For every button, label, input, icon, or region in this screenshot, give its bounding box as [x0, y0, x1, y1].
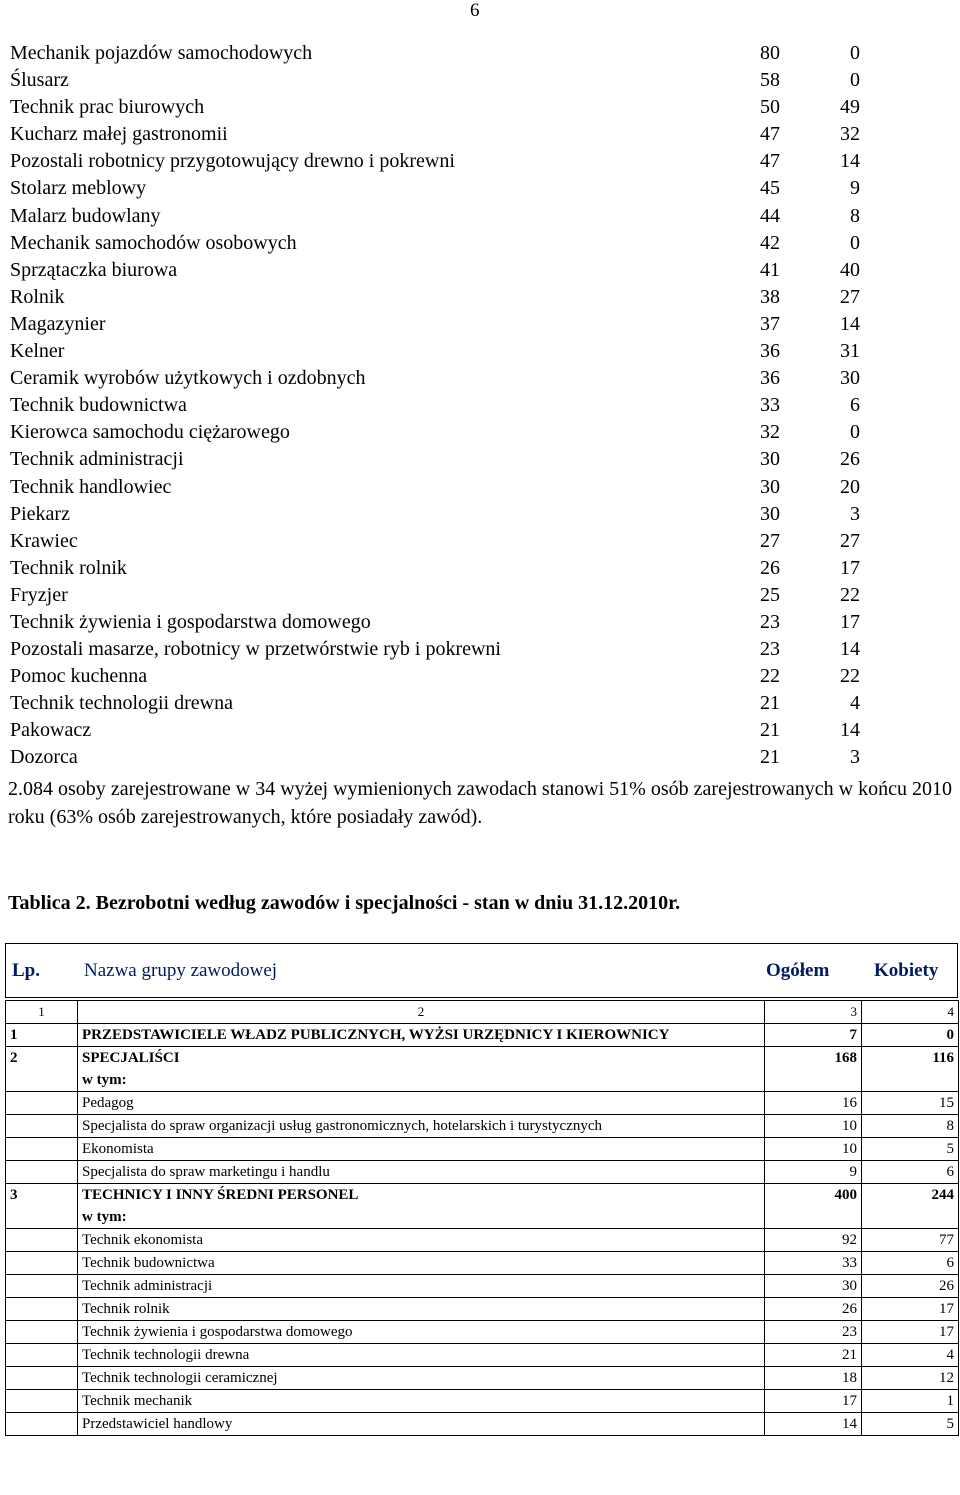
table-row	[6, 1321, 959, 1344]
row-lp: 3	[6, 1184, 78, 1229]
table-title: Tablica 2. Bezrobotni według zawodów i specjalności - stan w dniu 31.12.2010r.	[8, 892, 681, 914]
table-row	[6, 1275, 959, 1298]
row-lp	[6, 1252, 78, 1275]
row-women: 8	[862, 1115, 959, 1138]
row-total: 23	[765, 1321, 862, 1344]
row-women: 26	[862, 1275, 959, 1298]
occupation-women: 14	[840, 312, 860, 335]
occupation-row	[10, 744, 860, 771]
row-total: 30	[765, 1275, 862, 1298]
occupation-total: 32	[760, 421, 780, 444]
row-women: 6	[862, 1161, 959, 1184]
occupation-name: Mechanik samochodów osobowych	[10, 231, 297, 254]
occupation-total: 25	[760, 583, 780, 606]
occupation-total: 22	[760, 665, 780, 688]
occupation-total: 23	[760, 638, 780, 661]
row-women: 5	[862, 1138, 959, 1161]
row-women: 17	[862, 1298, 959, 1321]
occupation-name: Pomoc kuchenna	[10, 665, 148, 688]
occupation-total: 21	[760, 719, 780, 742]
occupation-row	[10, 446, 860, 473]
row-women: 6	[862, 1252, 959, 1275]
row-lp: 1	[6, 1024, 78, 1047]
row-total: 26	[765, 1298, 862, 1321]
header-total: Ogółem	[766, 960, 830, 981]
table-row	[6, 1367, 959, 1390]
row-total: 17	[765, 1390, 862, 1413]
occupation-women: 32	[840, 123, 860, 146]
occupation-name: Kucharz małej gastronomii	[10, 123, 228, 146]
table-row	[6, 1298, 959, 1321]
table-row	[6, 1138, 959, 1161]
occupation-row	[10, 94, 860, 121]
occupation-total: 36	[760, 367, 780, 390]
row-name	[78, 1115, 765, 1138]
row-name	[78, 1321, 765, 1344]
occupation-row	[10, 175, 860, 202]
occupation-total: 41	[760, 258, 780, 281]
row-name-text: Technik ekonomista	[82, 1232, 204, 1248]
occupation-women: 9	[850, 177, 860, 200]
occupation-total: 30	[760, 448, 780, 471]
occupation-women: 6	[850, 394, 860, 417]
occupation-row	[10, 338, 860, 365]
row-lp	[6, 1092, 78, 1115]
occupation-row	[10, 717, 860, 744]
occupation-women: 26	[840, 448, 860, 471]
occupation-row	[10, 311, 860, 338]
occupation-row	[10, 121, 860, 148]
row-name-text: PRZEDSTAWICIELE WŁADZ PUBLICZNYCH, WYŻSI URZĘDNICY I KIEROWNICY	[82, 1027, 670, 1043]
occupation-total: 47	[760, 150, 780, 173]
row-name-text: Technik technologii ceramicznej	[82, 1370, 278, 1386]
row-total: 16	[765, 1092, 862, 1115]
table-row	[6, 1413, 959, 1436]
occupation-women: 49	[840, 96, 860, 119]
occupation-row	[10, 663, 860, 690]
occupation-women: 14	[840, 638, 860, 661]
occupation-total: 80	[760, 42, 780, 64]
row-women: 0	[862, 1024, 959, 1047]
row-women: 12	[862, 1367, 959, 1390]
occupation-table	[5, 1000, 959, 1436]
row-lp	[6, 1367, 78, 1390]
row-name	[78, 1413, 765, 1436]
row-total: 14	[765, 1413, 862, 1436]
occupation-name: Stolarz meblowy	[10, 177, 147, 200]
column-number: 2	[78, 1001, 765, 1024]
occupation-name: Pakowacz	[10, 719, 92, 742]
table-row	[6, 1344, 959, 1367]
table-row	[6, 1115, 959, 1138]
occupation-women: 27	[840, 285, 860, 308]
occupation-name: Technik handlowiec	[10, 475, 172, 498]
occupation-total: 21	[760, 692, 780, 715]
table-row	[6, 1024, 959, 1047]
column-number: 1	[6, 1001, 78, 1024]
header-women: Kobiety	[874, 960, 939, 981]
occupation-row	[10, 636, 860, 663]
occupation-women: 27	[840, 529, 860, 552]
occupation-total: 30	[760, 502, 780, 525]
occupation-name: Fryzjer	[10, 583, 68, 606]
occupation-name: Pozostali robotnicy przygotowujący drewno i pokrewni	[10, 150, 455, 173]
occupation-name: Technik administracji	[10, 448, 184, 471]
occupation-name: Mechanik pojazdów samochodowych	[10, 42, 313, 64]
occupation-name: Dozorca	[10, 746, 78, 769]
row-name	[78, 1047, 765, 1092]
table-row	[6, 1184, 959, 1229]
table-row	[6, 1252, 959, 1275]
occupation-name: Rolnik	[10, 285, 65, 308]
row-name	[78, 1161, 765, 1184]
row-lp	[6, 1275, 78, 1298]
row-lp	[6, 1161, 78, 1184]
row-name-text: Technik rolnik	[82, 1301, 170, 1317]
row-women: 1	[862, 1390, 959, 1413]
row-name	[78, 1138, 765, 1161]
table-row	[6, 1092, 959, 1115]
occupation-name: Kelner	[10, 340, 65, 363]
row-name	[78, 1367, 765, 1390]
occupation-women: 14	[840, 719, 860, 742]
occupation-women: 20	[840, 475, 860, 498]
row-lp	[6, 1138, 78, 1161]
row-name-text: SPECJALIŚCI	[82, 1050, 180, 1066]
occupation-women: 0	[850, 42, 860, 64]
column-number: 4	[862, 1001, 959, 1024]
occupation-total: 27	[760, 529, 780, 552]
row-total: 18	[765, 1367, 862, 1390]
occupation-women: 0	[850, 69, 860, 92]
row-lp	[6, 1344, 78, 1367]
occupation-women: 17	[840, 556, 860, 579]
occupation-row	[10, 40, 860, 67]
column-number: 3	[765, 1001, 862, 1024]
row-lp: 2	[6, 1047, 78, 1092]
row-name	[78, 1092, 765, 1115]
occupation-women: 4	[850, 692, 860, 715]
occupation-total: 47	[760, 123, 780, 146]
occupation-list	[10, 40, 860, 772]
row-women: 244	[862, 1184, 959, 1229]
row-name-text: TECHNICY I INNY ŚREDNI PERSONEL	[82, 1187, 359, 1203]
row-total: 92	[765, 1229, 862, 1252]
row-name	[78, 1344, 765, 1367]
row-name-text: Pedagog	[82, 1095, 134, 1111]
occupation-name: Malarz budowlany	[10, 204, 161, 227]
column-number-row	[6, 1001, 959, 1024]
occupation-total: 26	[760, 556, 780, 579]
occupation-women: 22	[840, 583, 860, 606]
occupation-total: 42	[760, 231, 780, 254]
table-row	[6, 1229, 959, 1252]
occupation-name: Technik żywienia i gospodarstwa domowego	[10, 610, 371, 633]
summary-paragraph: 2.084 osoby zarejestrowane w 34 wyżej wymienionych zawodach stanowi 51% osób zarejestrowanych w końcu 2010 roku (63% osób zarejestrowanych, które posiadały zawód).	[8, 778, 952, 828]
row-name	[78, 1390, 765, 1413]
occupation-total: 45	[760, 177, 780, 200]
occupation-total: 21	[760, 746, 780, 769]
occupation-total: 58	[760, 69, 780, 92]
occupation-women: 30	[840, 367, 860, 390]
occupation-name: Ceramik wyrobów użytkowych i ozdobnych	[10, 367, 366, 390]
row-name	[78, 1252, 765, 1275]
row-name	[78, 1275, 765, 1298]
occupation-row	[10, 284, 860, 311]
row-total: 33	[765, 1252, 862, 1275]
occupation-name: Technik prac biurowych	[10, 96, 205, 119]
header-name: Nazwa grupy zawodowej	[84, 960, 278, 981]
occupation-women: 14	[840, 150, 860, 173]
occupation-row	[10, 609, 860, 636]
occupation-name: Magazynier	[10, 312, 106, 335]
occupation-row	[10, 365, 860, 392]
occupation-row	[10, 230, 860, 257]
row-total: 9	[765, 1161, 862, 1184]
row-name	[78, 1229, 765, 1252]
table-row	[6, 1390, 959, 1413]
row-lp	[6, 1229, 78, 1252]
row-total: 400	[765, 1184, 862, 1229]
table-row	[6, 1161, 959, 1184]
row-women: 15	[862, 1092, 959, 1115]
row-name	[78, 1298, 765, 1321]
occupation-total: 23	[760, 610, 780, 633]
row-total: 10	[765, 1138, 862, 1161]
row-lp	[6, 1298, 78, 1321]
occupation-women: 3	[850, 746, 860, 769]
occupation-row	[10, 582, 860, 609]
occupation-name: Piekarz	[10, 502, 70, 525]
row-total: 10	[765, 1115, 862, 1138]
occupation-name: Technik budownictwa	[10, 394, 187, 417]
occupation-total: 50	[760, 96, 780, 119]
occupation-row	[10, 419, 860, 446]
occupation-name: Pozostali masarze, robotnicy w przetwórstwie ryb i pokrewni	[10, 638, 501, 661]
row-lp	[6, 1413, 78, 1436]
occupation-row	[10, 392, 860, 419]
occupation-row	[10, 67, 860, 94]
row-name-text: Technik administracji	[82, 1278, 213, 1294]
row-lp	[6, 1115, 78, 1138]
occupation-women: 8	[850, 204, 860, 227]
occupation-women: 17	[840, 610, 860, 633]
row-women: 116	[862, 1047, 959, 1092]
occupation-row	[10, 257, 860, 284]
occupation-women: 3	[850, 502, 860, 525]
row-total: 168	[765, 1047, 862, 1092]
occupation-name: Technik rolnik	[10, 556, 127, 579]
table-row	[6, 1047, 959, 1092]
occupation-women: 31	[840, 340, 860, 363]
row-subheading: w tym:	[82, 1209, 127, 1225]
page-number: 6	[470, 0, 480, 21]
row-subheading: w tym:	[82, 1072, 127, 1088]
occupation-row	[10, 474, 860, 501]
row-lp	[6, 1390, 78, 1413]
row-name-text: Technik żywienia i gospodarstwa domowego	[82, 1324, 353, 1340]
occupation-row	[10, 528, 860, 555]
occupation-name: Ślusarz	[10, 69, 69, 92]
occupation-total: 37	[760, 312, 780, 335]
row-women: 5	[862, 1413, 959, 1436]
row-name	[78, 1184, 765, 1229]
occupation-name: Krawiec	[10, 529, 78, 552]
occupation-women: 0	[850, 231, 860, 254]
occupation-women: 22	[840, 665, 860, 688]
row-name-text: Specjalista do spraw marketingu i handlu	[82, 1164, 330, 1180]
row-name-text: Technik budownictwa	[82, 1255, 215, 1271]
header-lp: Lp.	[12, 960, 40, 981]
row-total: 7	[765, 1024, 862, 1047]
occupation-women: 0	[850, 421, 860, 444]
row-women: 4	[862, 1344, 959, 1367]
row-women: 77	[862, 1229, 959, 1252]
occupation-total: 33	[760, 394, 780, 417]
occupation-row	[10, 501, 860, 528]
row-name-text: Technik mechanik	[82, 1393, 193, 1409]
occupation-name: Sprzątaczka biurowa	[10, 258, 178, 281]
row-name-text: Specjalista do spraw organizacji usług gastronomicznych, hotelarskich i turystycznych	[82, 1118, 602, 1134]
occupation-total: 36	[760, 340, 780, 363]
row-name-text: Ekonomista	[82, 1141, 154, 1157]
row-women: 17	[862, 1321, 959, 1344]
occupation-name: Technik technologii drewna	[10, 692, 233, 715]
row-total: 21	[765, 1344, 862, 1367]
row-lp	[6, 1321, 78, 1344]
occupation-row	[10, 203, 860, 230]
table-header	[5, 943, 958, 998]
occupation-total: 44	[760, 204, 780, 227]
occupation-row	[10, 555, 860, 582]
occupation-total: 38	[760, 285, 780, 308]
row-name-text: Technik technologii drewna	[82, 1347, 250, 1363]
row-name-text: Przedstawiciel handlowy	[82, 1416, 233, 1432]
occupation-name: Kierowca samochodu ciężarowego	[10, 421, 290, 444]
occupation-row	[10, 148, 860, 175]
row-name	[78, 1024, 765, 1047]
occupation-row	[10, 690, 860, 717]
occupation-women: 40	[840, 258, 860, 281]
occupation-total: 30	[760, 475, 780, 498]
